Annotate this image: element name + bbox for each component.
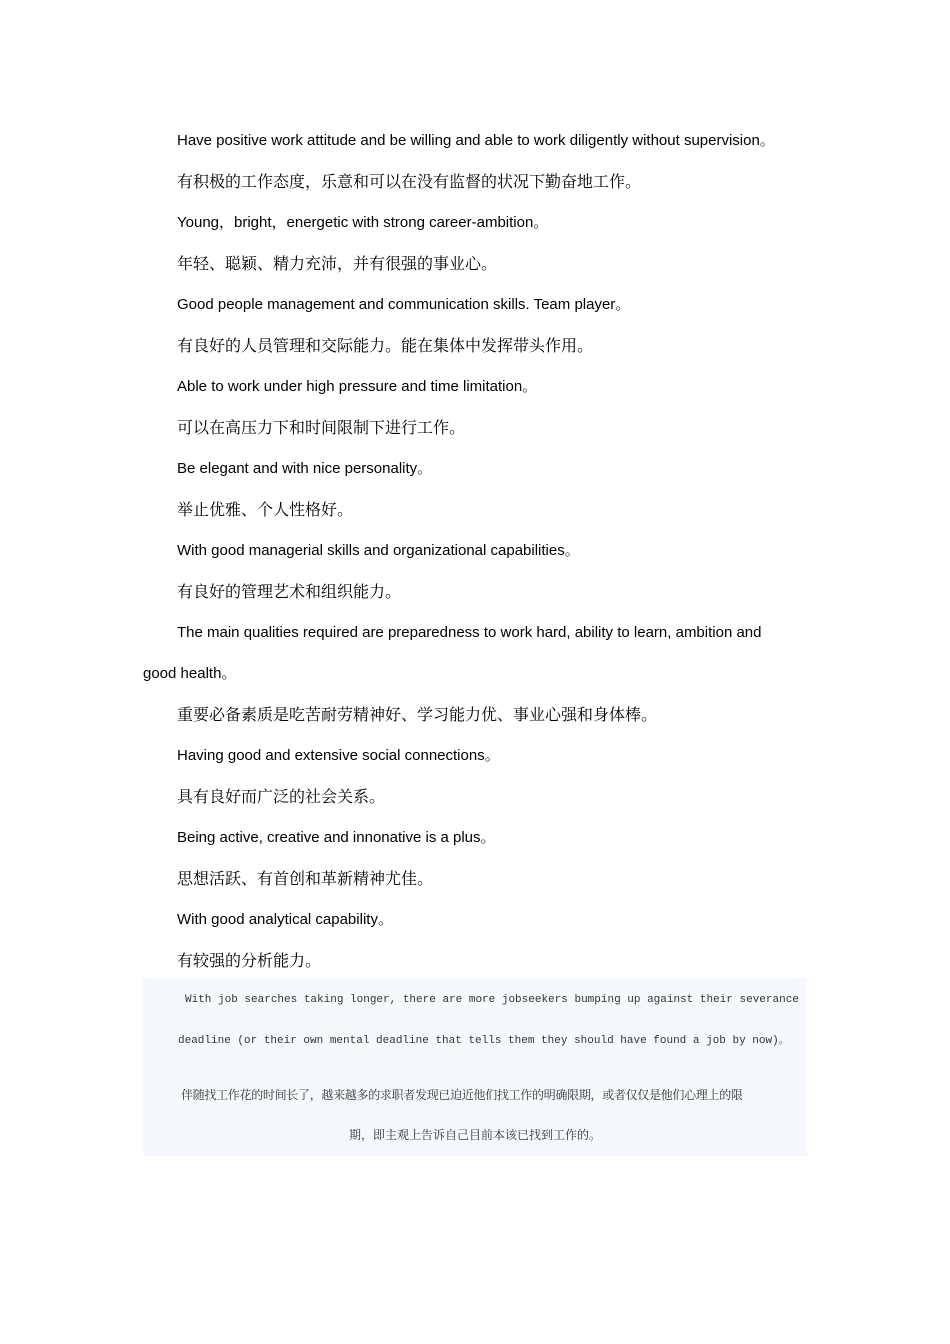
paragraph-en: Having good and extensive social connections。	[177, 747, 500, 764]
paragraph-en: Good people management and communication skills. Team player。	[177, 296, 631, 313]
paragraph-zh: 举止优雅、个人性格好。	[177, 500, 354, 519]
quote-chinese	[143, 1075, 807, 1155]
paragraph-en: With good managerial skills and organizational capabilities。	[177, 542, 580, 559]
paragraph-zh: 有较强的分析能力。	[177, 951, 322, 970]
quote-english-line: With job searches taking longer, there are more jobseekers bumping up against their severance	[185, 994, 799, 1006]
quote-english	[143, 980, 807, 1062]
quote-chinese-line: 期，即主观上告诉自己目前本该已找到工作的。	[348, 1128, 601, 1142]
paragraph-en: Young，bright，energetic with strong career-ambition。	[177, 214, 549, 231]
paragraph-en: With good analytical capability。	[177, 911, 393, 928]
quote-chinese-line: 伴随找工作花的时间长了，越来越多的求职者发现已迫近他们找工作的明确限期，或者仅仅是他们心理上的限	[181, 1088, 743, 1102]
paragraph-en: Able to work under high pressure and time limitation。	[177, 378, 538, 395]
paragraph-zh: 重要必备素质是吃苦耐劳精神好、学习能力优、事业心强和身体棒。	[177, 705, 658, 724]
paragraph-zh: 有良好的管理艺术和组织能力。	[177, 582, 402, 601]
paragraph-zh: 有良好的人员管理和交际能力。能在集体中发挥带头作用。	[177, 336, 594, 355]
paragraph-zh: 可以在高压力下和时间限制下进行工作。	[177, 418, 466, 437]
shaded-quote-box	[143, 978, 807, 1156]
document-body	[143, 120, 807, 981]
paragraph-zh: 思想活跃、有首创和革新精神尤佳。	[177, 869, 434, 888]
paragraph-en: Being active, creative and innonative is a plus。	[177, 829, 496, 846]
paragraph-zh: 具有良好而广泛的社会关系。	[177, 787, 386, 806]
paragraph-en: Have positive work attitude and be willing and able to work diligently without supervision。	[177, 132, 775, 149]
quote-english-line: deadline (or their own mental deadline that tells them they should have found a job by now)。	[178, 1035, 790, 1047]
paragraph-en-wrapped-first: The main qualities required are preparedness to work hard, ability to learn, ambition and	[177, 624, 762, 641]
paragraph-zh: 年轻、聪颖、精力充沛，并有很强的事业心。	[177, 254, 498, 273]
paragraph-en-wrapped-cont: good health。	[143, 665, 237, 682]
paragraph-zh: 有积极的工作态度，乐意和可以在没有监督的状况下勤奋地工作。	[177, 172, 642, 191]
paragraph-en: Be elegant and with nice personality。	[177, 460, 433, 477]
